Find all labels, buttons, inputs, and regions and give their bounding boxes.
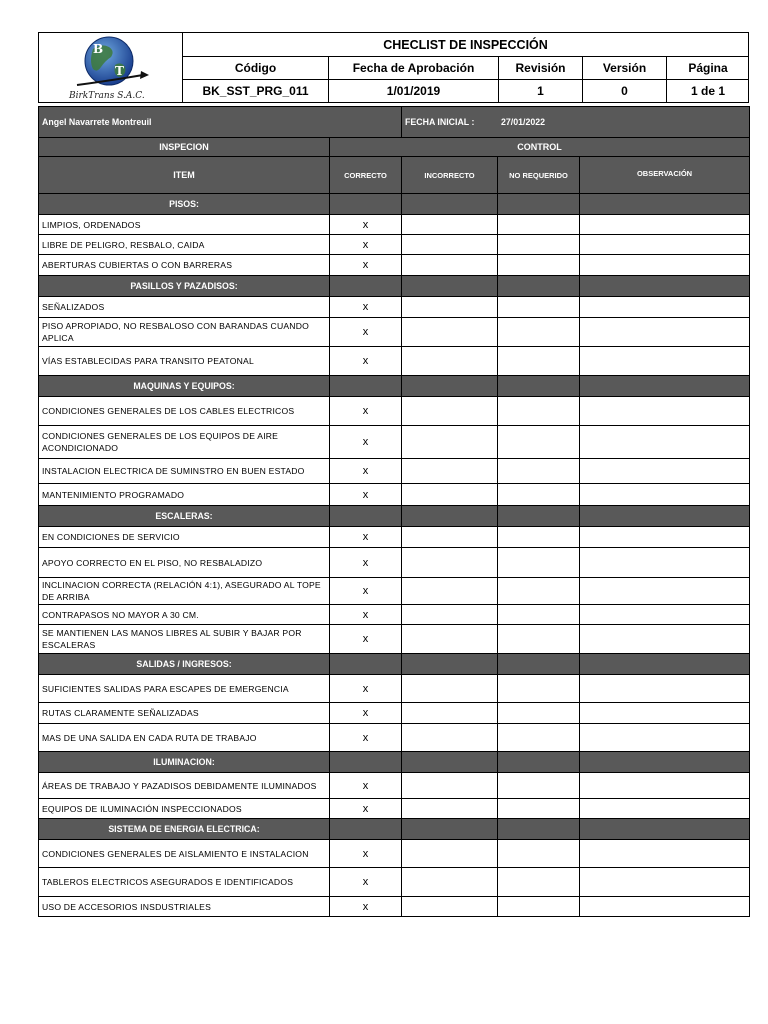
fecha-value: 27/01/2022 <box>501 117 546 127</box>
item-text: MAS DE UNA SALIDA EN CADA RUTA DE TRABAJO <box>39 724 330 752</box>
incorrecto-cell[interactable] <box>402 840 498 868</box>
no-requerido-cell[interactable] <box>498 397 580 426</box>
table-row <box>39 703 750 724</box>
item-text: EN CONDICIONES DE SERVICIO <box>39 527 330 548</box>
incorrecto-cell[interactable] <box>402 235 498 255</box>
correcto-header: CORRECTO <box>330 157 402 194</box>
table-row <box>39 799 750 819</box>
section-title: PISOS: <box>39 194 330 215</box>
no-requerido-cell[interactable] <box>498 578 580 605</box>
table-row <box>39 397 750 426</box>
table-row <box>39 235 750 255</box>
observacion-cell[interactable] <box>580 484 750 506</box>
item-text: PISO APROPIADO, NO RESBALOSO CON BARANDAS CUANDO APLICA <box>39 318 330 347</box>
header-value-revision: 1 <box>498 80 582 102</box>
no-requerido-cell[interactable] <box>498 235 580 255</box>
header-value-codigo: BK_SST_PRG_011 <box>182 80 328 102</box>
no-requerido-cell[interactable] <box>498 605 580 625</box>
observacion-cell[interactable] <box>580 255 750 276</box>
observacion-cell[interactable] <box>580 724 750 752</box>
correcto-mark[interactable]: x <box>330 255 402 276</box>
correcto-mark[interactable]: x <box>330 605 402 625</box>
observacion-cell[interactable] <box>580 675 750 703</box>
no-requerido-cell[interactable] <box>498 548 580 578</box>
section-empty-cell <box>402 819 498 840</box>
observacion-cell[interactable] <box>580 347 750 376</box>
table-row <box>39 548 750 578</box>
no-requerido-cell[interactable] <box>498 215 580 235</box>
section-empty-cell <box>402 654 498 675</box>
no-requerido-cell[interactable] <box>498 703 580 724</box>
incorrecto-cell[interactable] <box>402 397 498 426</box>
observacion-cell[interactable] <box>580 397 750 426</box>
table-row <box>39 347 750 376</box>
observacion-cell[interactable] <box>580 459 750 484</box>
correcto-mark[interactable]: x <box>330 675 402 703</box>
no-requerido-cell[interactable] <box>498 255 580 276</box>
no-requerido-cell[interactable] <box>498 459 580 484</box>
section-empty-cell <box>330 752 402 773</box>
correcto-mark[interactable]: x <box>330 484 402 506</box>
item-text: EQUIPOS DE ILUMINACIÓN INSPECCIONADOS <box>39 799 330 819</box>
section-empty-cell <box>330 276 402 297</box>
no-requerido-cell[interactable] <box>498 897 580 917</box>
section-header-row <box>39 752 750 773</box>
section-title: ILUMINACION: <box>39 752 330 773</box>
item-text: LIBRE DE PELIGRO, RESBALO, CAIDA <box>39 235 330 255</box>
logo-text: BirkTrans S.A.C. <box>69 91 145 101</box>
observacion-header: OBSERVACIÓN <box>580 157 750 194</box>
section-empty-cell <box>330 819 402 840</box>
section-header-row <box>39 654 750 675</box>
no-requerido-cell[interactable] <box>498 773 580 799</box>
section-empty-cell <box>580 819 750 840</box>
incorrecto-cell[interactable] <box>402 215 498 235</box>
item-text: CONTRAPASOS NO MAYOR A 30 CM. <box>39 605 330 625</box>
fecha-label: FECHA INICIAL : <box>405 117 475 127</box>
item-text: SEÑALIZADOS <box>39 297 330 318</box>
item-text: SUFICIENTES SALIDAS PARA ESCAPES DE EMERGENCIA <box>39 675 330 703</box>
table-row <box>39 897 750 917</box>
item-text: USO DE ACCESORIOS INSDUSTRIALES <box>39 897 330 917</box>
section-empty-cell <box>498 194 580 215</box>
incorrecto-cell[interactable] <box>402 527 498 548</box>
item-text: CONDICIONES GENERALES DE LOS CABLES ELECTRICOS <box>39 397 330 426</box>
correcto-mark[interactable]: x <box>330 724 402 752</box>
document-header <box>38 32 749 103</box>
table-row <box>39 868 750 897</box>
table-row <box>39 459 750 484</box>
item-text: INSTALACION ELECTRICA DE SUMINSTRO EN BUEN ESTADO <box>39 459 330 484</box>
observacion-cell[interactable] <box>580 703 750 724</box>
item-text: TABLEROS ELECTRICOS ASEGURADOS E IDENTIFICADOS <box>39 868 330 897</box>
section-empty-cell <box>402 376 498 397</box>
no-requerido-cell[interactable] <box>498 868 580 897</box>
table-row <box>39 605 750 625</box>
correcto-mark[interactable]: x <box>330 397 402 426</box>
header-value-fecha: 1/01/2019 <box>328 80 498 102</box>
incorrecto-cell[interactable] <box>402 484 498 506</box>
column-header-row <box>39 157 750 194</box>
incorrecto-cell[interactable] <box>402 799 498 819</box>
section-header-row <box>39 819 750 840</box>
observacion-cell[interactable] <box>580 426 750 459</box>
item-text: LIMPIOS, ORDENADOS <box>39 215 330 235</box>
header-col-fecha: Fecha de Aprobación <box>328 57 498 80</box>
logo-letter-b: B <box>93 42 104 56</box>
section-empty-cell <box>402 276 498 297</box>
section-header-row <box>39 276 750 297</box>
item-text: INCLINACION CORRECTA (RELACIÓN 4:1), ASEGURADO AL TOPE DE ARRIBA <box>39 578 330 605</box>
correcto-mark[interactable]: x <box>330 235 402 255</box>
correcto-mark[interactable]: x <box>330 347 402 376</box>
no-requerido-cell[interactable] <box>498 724 580 752</box>
observacion-cell[interactable] <box>580 799 750 819</box>
no-requerido-cell[interactable] <box>498 625 580 654</box>
item-text: RUTAS CLARAMENTE SEÑALIZADAS <box>39 703 330 724</box>
header-value-pagina: 1 de 1 <box>666 80 749 102</box>
table-row <box>39 297 750 318</box>
no-requerido-cell[interactable] <box>498 527 580 548</box>
incorrecto-cell[interactable] <box>402 297 498 318</box>
fecha-cell <box>402 107 750 138</box>
observacion-cell[interactable] <box>580 235 750 255</box>
no-requerido-header: NO REQUERIDO <box>498 157 580 194</box>
correcto-mark[interactable]: x <box>330 625 402 654</box>
inspeccion-header: INSPECION <box>39 138 330 157</box>
correcto-mark[interactable]: x <box>330 426 402 459</box>
incorrecto-cell[interactable] <box>402 578 498 605</box>
incorrecto-header: INCORRECTO <box>402 157 498 194</box>
incorrecto-cell[interactable] <box>402 675 498 703</box>
section-title: SALIDAS / INGRESOS: <box>39 654 330 675</box>
correcto-mark[interactable]: x <box>330 527 402 548</box>
globe-logo-icon <box>63 35 159 91</box>
incorrecto-cell[interactable] <box>402 426 498 459</box>
table-row <box>39 773 750 799</box>
table-row <box>39 625 750 654</box>
table-row <box>39 318 750 347</box>
section-empty-cell <box>498 654 580 675</box>
no-requerido-cell[interactable] <box>498 675 580 703</box>
header-col-pagina: Página <box>666 57 749 80</box>
item-text: CONDICIONES GENERALES DE LOS EQUIPOS DE AIRE ACONDICIONADO <box>39 426 330 459</box>
no-requerido-cell[interactable] <box>498 318 580 347</box>
section-empty-cell <box>402 506 498 527</box>
item-text: VÍAS ESTABLECIDAS PARA TRANSITO PEATONAL <box>39 347 330 376</box>
header-col-version: Versión <box>582 57 666 80</box>
section-empty-cell <box>330 194 402 215</box>
table-row <box>39 840 750 868</box>
correcto-mark[interactable]: x <box>330 773 402 799</box>
incorrecto-cell[interactable] <box>402 703 498 724</box>
document-title: CHECLIST DE INSPECCIÓN <box>182 33 749 57</box>
section-empty-cell <box>330 654 402 675</box>
inspection-table <box>38 106 750 917</box>
observacion-cell[interactable] <box>580 548 750 578</box>
observacion-cell[interactable] <box>580 840 750 868</box>
incorrecto-cell[interactable] <box>402 459 498 484</box>
observacion-cell[interactable] <box>580 318 750 347</box>
section-empty-cell <box>580 194 750 215</box>
header-value-version: 0 <box>582 80 666 102</box>
table-row <box>39 724 750 752</box>
table-row <box>39 215 750 235</box>
header-col-revision: Revisión <box>498 57 582 80</box>
incorrecto-cell[interactable] <box>402 347 498 376</box>
incorrecto-cell[interactable] <box>402 255 498 276</box>
correcto-mark[interactable]: x <box>330 297 402 318</box>
item-text: CONDICIONES GENERALES DE AISLAMIENTO E INSTALACION <box>39 840 330 868</box>
incorrecto-cell[interactable] <box>402 773 498 799</box>
correcto-mark[interactable]: x <box>330 578 402 605</box>
section-empty-cell <box>498 752 580 773</box>
no-requerido-cell[interactable] <box>498 840 580 868</box>
section-title: MAQUINAS Y EQUIPOS: <box>39 376 330 397</box>
no-requerido-cell[interactable] <box>498 484 580 506</box>
incorrecto-cell[interactable] <box>402 548 498 578</box>
item-text: APOYO CORRECTO EN EL PISO, NO RESBALADIZO <box>39 548 330 578</box>
observacion-cell[interactable] <box>580 297 750 318</box>
company-logo <box>39 33 183 102</box>
table-row <box>39 426 750 459</box>
observacion-cell[interactable] <box>580 773 750 799</box>
item-text: MANTENIMIENTO PROGRAMADO <box>39 484 330 506</box>
observacion-cell[interactable] <box>580 868 750 897</box>
observacion-cell[interactable] <box>580 897 750 917</box>
section-empty-cell <box>330 376 402 397</box>
no-requerido-cell[interactable] <box>498 297 580 318</box>
section-empty-cell <box>498 376 580 397</box>
observacion-cell[interactable] <box>580 605 750 625</box>
section-empty-cell <box>498 506 580 527</box>
correcto-mark[interactable]: x <box>330 703 402 724</box>
table-row <box>39 484 750 506</box>
table-row <box>39 527 750 548</box>
info-row <box>39 107 750 138</box>
incorrecto-cell[interactable] <box>402 605 498 625</box>
control-header: CONTROL <box>330 138 750 157</box>
section-empty-cell <box>402 194 498 215</box>
no-requerido-cell[interactable] <box>498 799 580 819</box>
incorrecto-cell[interactable] <box>402 897 498 917</box>
section-empty-cell <box>402 752 498 773</box>
correcto-mark[interactable]: x <box>330 318 402 347</box>
section-empty-cell <box>580 376 750 397</box>
correcto-mark[interactable]: x <box>330 215 402 235</box>
observacion-cell[interactable] <box>580 215 750 235</box>
item-header: ITEM <box>39 157 330 194</box>
correcto-mark[interactable]: x <box>330 459 402 484</box>
section-empty-cell <box>580 654 750 675</box>
section-title: SISTEMA DE ENERGIA ELECTRICA: <box>39 819 330 840</box>
item-text: ÁREAS DE TRABAJO Y PAZADISOS DEBIDAMENTE ILUMINADOS <box>39 773 330 799</box>
section-empty-cell <box>498 819 580 840</box>
item-text: ABERTURAS CUBIERTAS O CON BARRERAS <box>39 255 330 276</box>
section-empty-cell <box>580 506 750 527</box>
observacion-cell[interactable] <box>580 527 750 548</box>
section-title: ESCALERAS: <box>39 506 330 527</box>
section-empty-cell <box>330 506 402 527</box>
header-col-codigo: Código <box>182 57 328 80</box>
section-empty-cell <box>580 276 750 297</box>
item-text: SE MANTIENEN LAS MANOS LIBRES AL SUBIR Y BAJAR POR ESCALERAS <box>39 625 330 654</box>
correcto-mark[interactable]: x <box>330 868 402 897</box>
table-row <box>39 255 750 276</box>
correcto-mark[interactable]: x <box>330 799 402 819</box>
table-row <box>39 578 750 605</box>
section-title: PASILLOS Y PAZADISOS: <box>39 276 330 297</box>
logo-letter-t: T <box>115 64 124 78</box>
table-row <box>39 675 750 703</box>
section-header-row <box>39 194 750 215</box>
section-empty-cell <box>498 276 580 297</box>
incorrecto-cell[interactable] <box>402 868 498 897</box>
section-header-row <box>39 376 750 397</box>
correcto-mark[interactable]: x <box>330 840 402 868</box>
incorrecto-cell[interactable] <box>402 724 498 752</box>
correcto-mark[interactable]: x <box>330 548 402 578</box>
section-empty-cell <box>580 752 750 773</box>
incorrecto-cell[interactable] <box>402 625 498 654</box>
section-header-row <box>39 506 750 527</box>
no-requerido-cell[interactable] <box>498 347 580 376</box>
observacion-cell[interactable] <box>580 625 750 654</box>
group-header-row <box>39 138 750 157</box>
correcto-mark[interactable]: x <box>330 897 402 917</box>
incorrecto-cell[interactable] <box>402 318 498 347</box>
no-requerido-cell[interactable] <box>498 426 580 459</box>
observacion-cell[interactable] <box>580 578 750 605</box>
inspector-name: Angel Navarrete Montreuil <box>39 107 402 138</box>
